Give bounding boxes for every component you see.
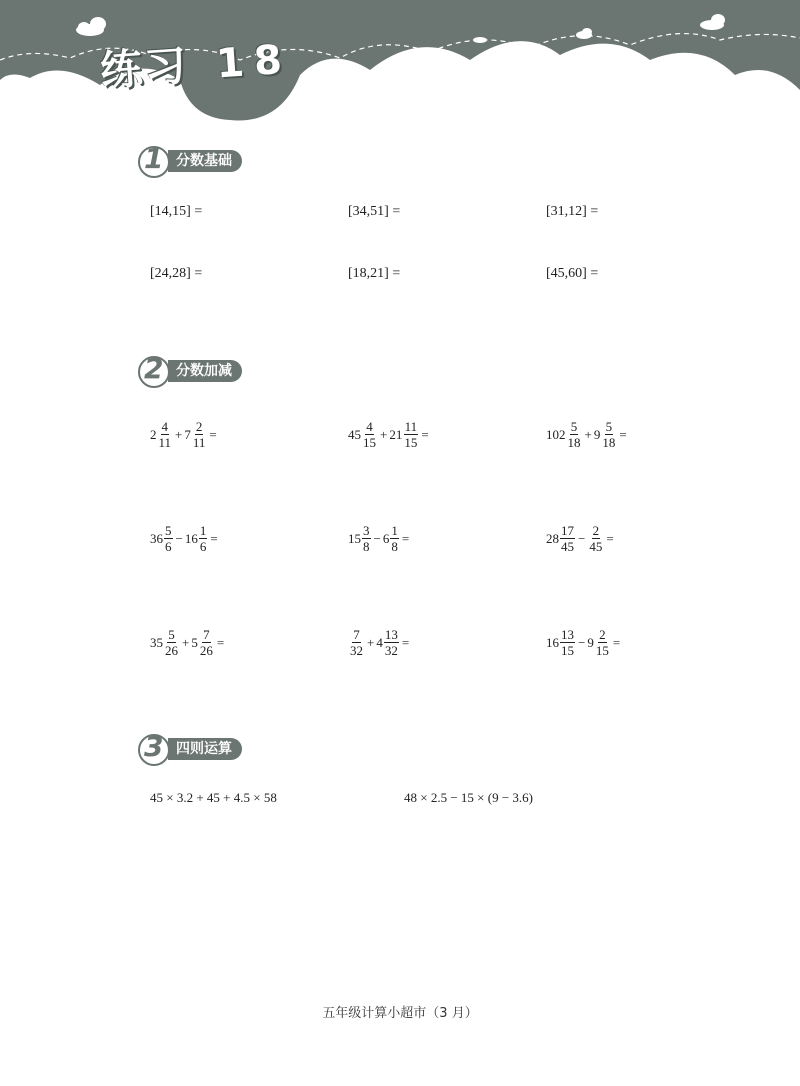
fraction <box>362 420 377 449</box>
whole-number: 2 <box>150 426 157 442</box>
operator: − <box>373 530 381 546</box>
whole-number: 9 <box>593 426 601 442</box>
exercise-number: 18 <box>214 36 294 88</box>
denominator: 18 <box>602 435 616 450</box>
numerator: 7 <box>353 627 360 642</box>
fraction <box>199 524 208 553</box>
fraction-problem <box>348 524 411 553</box>
whole-number: 36 <box>150 530 163 546</box>
lcm-problem: [18,21] = <box>348 266 401 281</box>
whole-number: 28 <box>546 530 559 546</box>
lcm-problem: [34,51] = <box>348 204 401 219</box>
whole-number: 16 <box>546 634 559 650</box>
denominator: 11 <box>158 435 172 450</box>
whole-number: 16 <box>184 530 198 546</box>
fraction <box>595 628 610 657</box>
fraction <box>560 524 575 553</box>
whole-number: 4 <box>376 634 383 650</box>
denominator: 15 <box>561 643 574 658</box>
fraction <box>362 524 371 553</box>
operator: − <box>578 634 586 650</box>
fraction <box>349 628 364 657</box>
operator: + <box>367 634 375 650</box>
equals-sign: = <box>606 530 614 546</box>
section-label: 四则运算 <box>168 738 242 760</box>
fraction <box>164 524 173 553</box>
numerator: 1 <box>199 523 207 538</box>
denominator: 18 <box>567 435 581 450</box>
fraction <box>164 628 179 657</box>
numerator: 13 <box>561 627 574 642</box>
denominator: 45 <box>589 539 603 554</box>
section-number: 1 <box>144 142 164 175</box>
fraction-problem <box>348 420 431 449</box>
equals-sign: = <box>210 530 218 546</box>
numerator: 5 <box>168 627 175 642</box>
fraction-problem <box>150 628 226 657</box>
fraction-problem <box>348 628 411 657</box>
numerator: 5 <box>605 419 613 434</box>
numerator: 2 <box>592 523 600 538</box>
whole-number: 7 <box>184 426 191 442</box>
denominator: 26 <box>165 643 178 658</box>
numerator: 17 <box>561 523 574 538</box>
fraction <box>601 420 616 449</box>
operator: + <box>175 426 183 442</box>
numerator: 2 <box>599 627 606 642</box>
equals-sign: = <box>612 634 621 650</box>
fraction <box>192 420 207 449</box>
denominator: 26 <box>199 643 213 658</box>
denominator: 8 <box>391 539 398 554</box>
operator: − <box>578 530 586 546</box>
denominator: 15 <box>595 643 609 658</box>
numerator: 4 <box>366 419 373 434</box>
denominator: 45 <box>561 539 574 554</box>
fraction <box>567 420 582 449</box>
whole-number: 21 <box>389 426 403 442</box>
numerator: 11 <box>404 419 418 434</box>
fraction <box>390 524 399 553</box>
equals-sign: = <box>401 634 410 650</box>
operator: + <box>182 634 190 650</box>
denominator: 8 <box>363 539 370 554</box>
numerator: 3 <box>363 523 370 538</box>
arithmetic-problem: 45 × 3.2 + 45 + 4.5 × 58 <box>150 790 277 805</box>
whole-number: 6 <box>382 530 390 546</box>
arithmetic-problem: 48 × 2.5 − 15 × (9 − 3.6) <box>404 790 533 805</box>
fraction <box>560 628 575 657</box>
fraction <box>199 628 214 657</box>
numerator: 13 <box>384 627 398 642</box>
fraction <box>384 628 399 657</box>
section-number: 3 <box>144 730 164 763</box>
denominator: 15 <box>404 435 418 450</box>
operator: − <box>175 530 183 546</box>
equals-sign: = <box>216 634 225 650</box>
whole-number: 35 <box>150 634 163 650</box>
lcm-problem: [31,12] = <box>546 204 599 219</box>
fraction <box>403 420 418 449</box>
page-footer: 五年级计算小超市（3 月） <box>322 1006 478 1021</box>
equals-sign: = <box>209 426 217 442</box>
numerator: 5 <box>165 523 172 538</box>
lcm-problem: [24,28] = <box>150 266 203 281</box>
section-label: 分数基础 <box>168 150 242 172</box>
equals-sign: = <box>421 426 429 442</box>
whole-number: 102 <box>546 426 566 442</box>
operator: + <box>380 426 388 442</box>
title-text: 练习 <box>98 40 190 96</box>
operator: + <box>584 426 592 442</box>
whole-number: 9 <box>587 634 594 650</box>
equals-sign: = <box>619 426 627 442</box>
numerator: 4 <box>161 419 169 434</box>
section-number: 2 <box>144 352 164 385</box>
numerator: 5 <box>570 419 578 434</box>
whole-number: 45 <box>348 426 361 442</box>
denominator: 6 <box>199 539 207 554</box>
denominator: 32 <box>350 643 363 658</box>
denominator: 15 <box>363 435 376 450</box>
cloud-icon <box>473 37 487 43</box>
denominator: 6 <box>165 539 172 554</box>
fraction <box>588 524 603 553</box>
fraction-problem <box>150 524 220 553</box>
fraction-problem <box>546 628 622 657</box>
denominator: 11 <box>192 435 206 450</box>
fraction-problem <box>546 524 616 553</box>
fraction-problem <box>150 420 219 449</box>
whole-number: 15 <box>348 530 361 546</box>
numerator: 2 <box>195 419 203 434</box>
whole-number: 5 <box>191 634 198 650</box>
denominator: 32 <box>384 643 398 658</box>
fraction <box>158 420 173 449</box>
fraction-problem <box>546 420 629 449</box>
lcm-problem: [14,15] = <box>150 204 203 219</box>
numerator: 7 <box>203 627 210 642</box>
lcm-problem: [45,60] = <box>546 266 599 281</box>
numerator: 1 <box>391 523 398 538</box>
section-label: 分数加减 <box>168 360 242 382</box>
equals-sign: = <box>401 530 410 546</box>
